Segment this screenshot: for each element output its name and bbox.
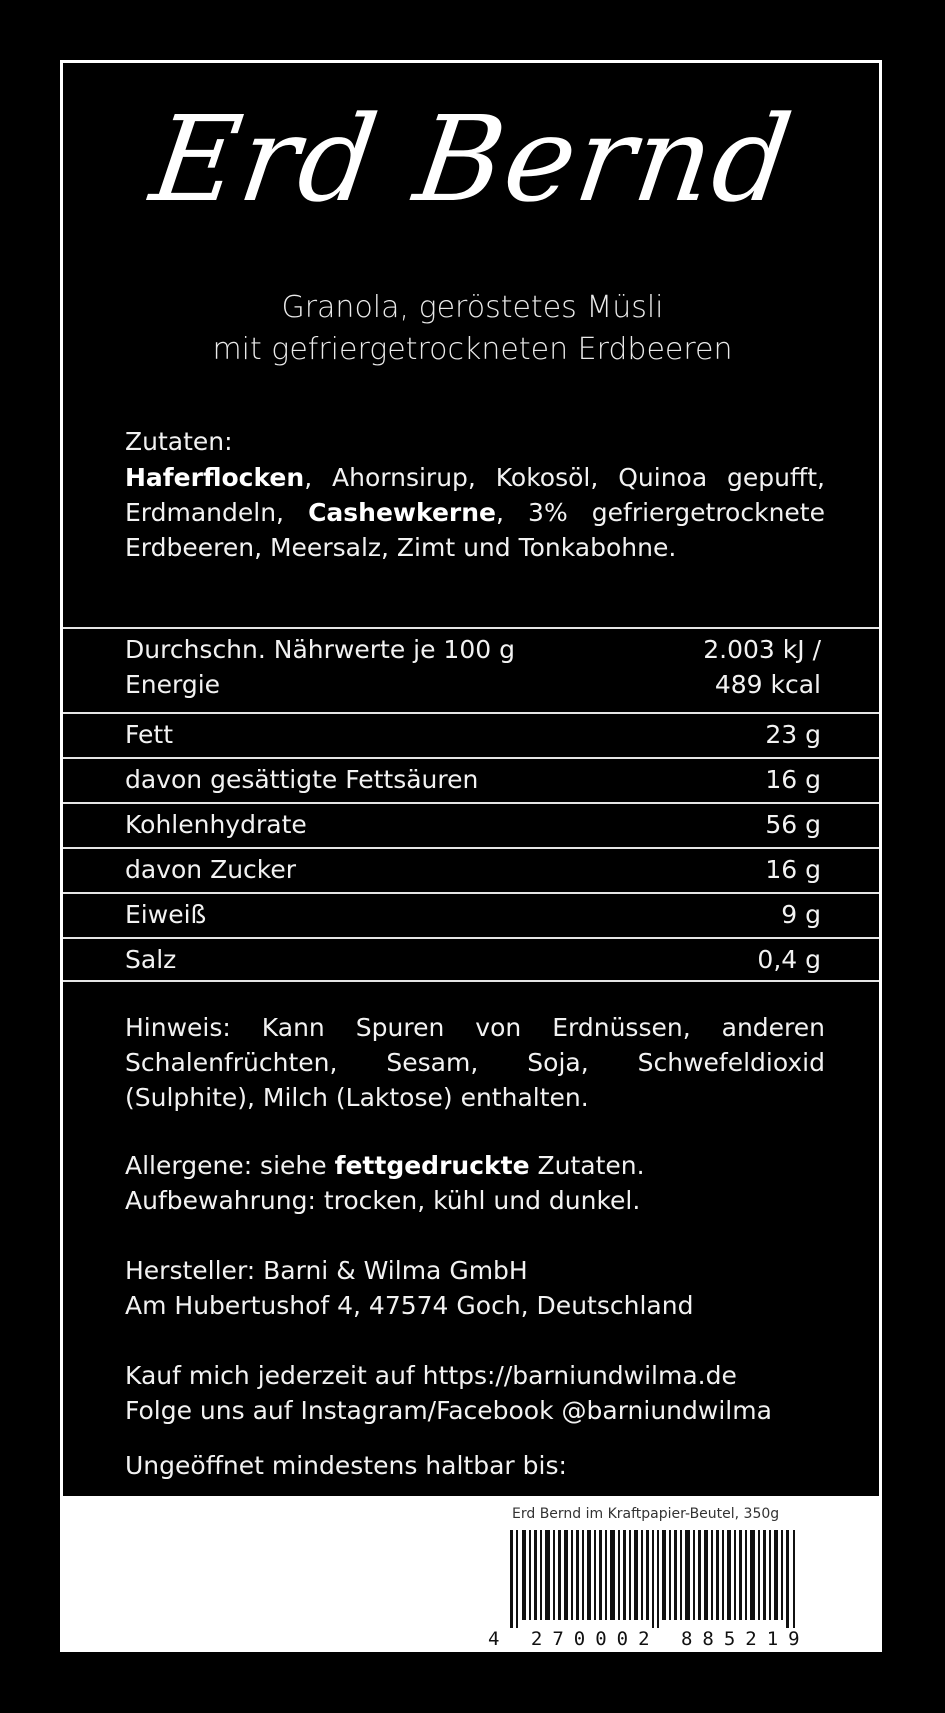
ingredient-bold-oats: Haferflocken xyxy=(125,463,305,492)
storage-line: Aufbewahrung: trocken, kühl und dunkel. xyxy=(125,1186,641,1215)
subtitle-line1: Granola, geröstetes Müsli xyxy=(281,290,664,325)
ingredients-part2: , 3% gefriergetrocknete Erdbeeren, Meersalz, Zimt und Tonkabohne. xyxy=(125,498,825,562)
nutrition-row-label: Salz xyxy=(125,945,177,974)
ingredient-bold-cashew: Cashewkerne xyxy=(308,498,497,527)
nutrition-row-value: 9 g xyxy=(781,900,821,929)
nutrition-row xyxy=(63,892,879,937)
nutrition-row xyxy=(63,757,879,802)
brand-logo: Erd Bernd xyxy=(143,90,802,228)
ingredients-heading: Zutaten: xyxy=(125,427,233,456)
nutrition-row-value: 0,4 g xyxy=(757,945,821,974)
allergen-bold: fettgedruckte xyxy=(334,1151,530,1180)
nutrition-row-label: Fett xyxy=(125,720,173,749)
nutrition-row-label: Eiweiß xyxy=(125,900,207,929)
nutrition-row-value: 16 g xyxy=(765,765,821,794)
nutrition-header-row xyxy=(63,627,879,712)
nutrition-row-label: Kohlenhydrate xyxy=(125,810,307,839)
nutrition-row xyxy=(63,712,879,757)
nutrition-row-label: davon Zucker xyxy=(125,855,297,884)
nutrition-table xyxy=(63,627,879,982)
allergen-line xyxy=(125,1148,825,1183)
nutrition-energy-kcal: 489 kcal xyxy=(714,670,821,699)
ingredients-part1: , Ahornsirup, Kokosöl, Quinoa gepufft, Erdmandeln, xyxy=(125,463,825,527)
barcode-icon xyxy=(510,1530,800,1628)
manufacturer-address: Am Hubertushof 4, 47574 Goch, Deutschland xyxy=(125,1291,694,1320)
nutrition-row-value: 16 g xyxy=(765,855,821,884)
social-line[interactable]: Folge uns auf Instagram/Facebook @barniundwilma xyxy=(125,1396,772,1425)
nutrition-row xyxy=(63,937,879,982)
contact-info xyxy=(125,1358,825,1428)
nutrition-row xyxy=(63,802,879,847)
allergen-prefix: Allergene: siehe xyxy=(125,1151,335,1180)
best-before-text: Ungeöffnet mindestens haltbar bis: xyxy=(125,1451,567,1480)
ingredients-text xyxy=(125,460,825,565)
allergy-notice: Hinweis: Kann Spuren von Erdnüssen, anderen Schalenfrüchten, Sesam, Soja, Schwefeldioxid (Sulphite), Milch (Laktose) enthalten. xyxy=(125,1013,825,1112)
nutrition-row-label: davon gesättigte Fettsäuren xyxy=(125,765,479,794)
website-line[interactable]: Kauf mich jederzeit auf https://barniundwilma.de xyxy=(125,1361,737,1390)
nutrition-header-label: Durchschn. Nährwerte je 100 g xyxy=(125,635,515,664)
allergen-suffix: Zutaten. xyxy=(529,1151,645,1180)
allergen-info xyxy=(125,1148,825,1218)
nutrition-energy-kj: 2.003 kJ / xyxy=(703,635,821,664)
barcode-digits: 4 270002 885219 xyxy=(488,1628,810,1650)
nutrition-row xyxy=(63,847,879,892)
subtitle-line2: mit gefriergetrockneten Erdbeeren xyxy=(212,332,733,367)
manufacturer-info xyxy=(125,1253,825,1323)
barcode-caption: Erd Bernd im Kraftpapier-Beutel, 350g xyxy=(512,1506,780,1522)
nutrition-energy-label: Energie xyxy=(125,670,221,699)
nutrition-row-value: 56 g xyxy=(765,810,821,839)
manufacturer-name: Hersteller: Barni & Wilma GmbH xyxy=(125,1256,528,1285)
nutrition-row-value: 23 g xyxy=(765,720,821,749)
